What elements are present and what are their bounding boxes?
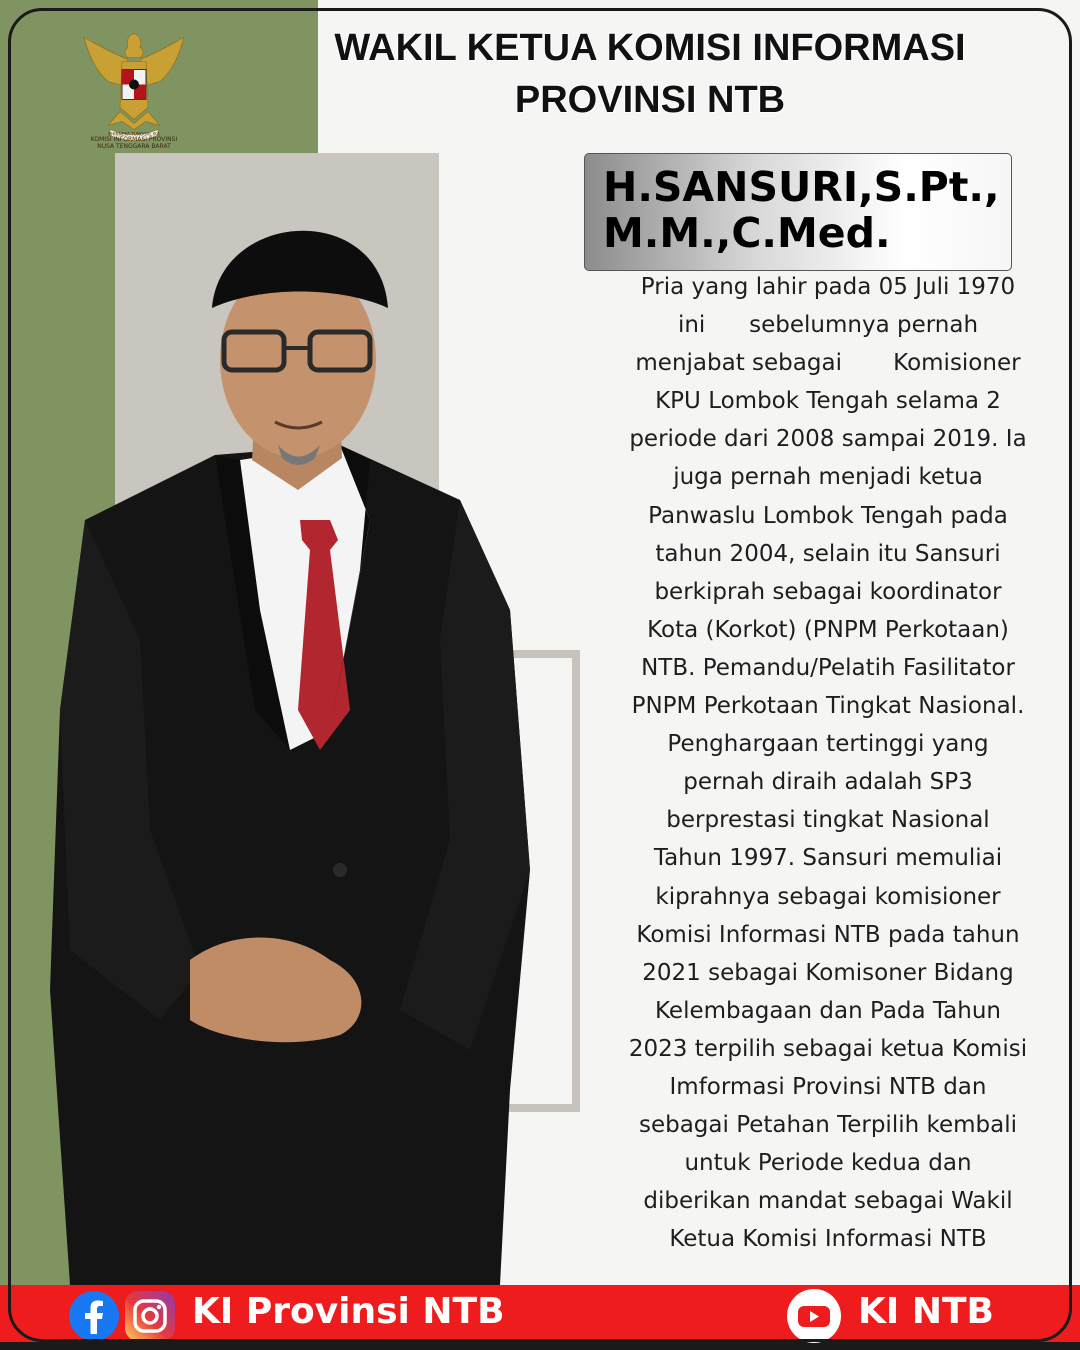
bio-line: kiprahnya sebagai komisioner	[655, 883, 1001, 910]
bio-line: Pria yang lahir pada 05 Juli 1970	[640, 274, 1016, 300]
bio-line: Komisi Informasi NTB pada tahun	[636, 921, 1020, 948]
bio-line: PNPM Perkotaan Tingkat Nasional.	[631, 693, 1025, 720]
bio-line: Penghargaan tertinggi yang	[667, 731, 989, 758]
bio-line: 2021 sebagai Komisoner Bidang	[642, 959, 1014, 986]
bio-line: pernah diraih adalah SP3	[683, 769, 973, 796]
title-line2: PROVINSI NTB	[514, 79, 786, 121]
bio-line: berkiprah sebagai koordinator	[654, 578, 1002, 605]
svg-text:BHINNEKA TUNGGAL IKA: BHINNEKA TUNGGAL IKA	[108, 131, 160, 137]
bio-line: berprestasi tingkat Nasional	[666, 807, 990, 834]
bio-line: Imformasi Provinsi NTB dan	[669, 1073, 987, 1100]
page-title	[300, 22, 1000, 126]
name-line2: M.M.,C.Med.	[603, 209, 891, 257]
bio-line: Panwaslu Lombok Tengah pada	[648, 502, 1008, 529]
title-line1: WAKIL KETUA KOMISI INFORMASI	[334, 27, 966, 69]
instagram-icon[interactable]	[124, 1290, 176, 1342]
name-plate	[584, 153, 1012, 271]
bio-line: 2023 terpilih sebagai ketua Komisi	[628, 1035, 1028, 1062]
bio-line: Kelembagaan dan Pada Tahun	[655, 997, 1001, 1024]
bio-line: NTB. Pemandu/Pelatih Fasilitator	[641, 654, 1015, 681]
youtube-icon[interactable]	[786, 1288, 842, 1344]
logo-caption-line2: NUSA TENGGARA BARAT	[97, 143, 171, 150]
logo-caption	[78, 136, 190, 150]
official-portrait	[40, 190, 540, 1285]
bio-line: diberikan mandat sebagai Wakil	[643, 1188, 1013, 1215]
facebook-icon[interactable]	[68, 1290, 120, 1342]
bio-line: sebagai Petahan Terpilih kembali	[638, 1112, 1018, 1139]
logo-caption-line1: KOMISI INFORMASI PROVINSI	[90, 136, 178, 143]
bio-line: menjabat sebagai Komisioner	[635, 350, 1021, 377]
youtube-handle[interactable]: KI NTB	[858, 1291, 994, 1332]
social-handle[interactable]: KI Provinsi NTB	[192, 1291, 505, 1332]
bio-line: Kota (Korkot) (PNPM Perkotaan)	[647, 616, 1009, 643]
biography-text	[598, 268, 1058, 1258]
bio-line: Ketua Komisi Informasi NTB	[669, 1226, 987, 1253]
bio-line: juga pernah menjadi ketua	[673, 464, 983, 491]
bio-line: periode dari 2008 sampai 2019. Ia	[629, 426, 1027, 453]
name-line1: H.SANSURI,S.Pt.,	[603, 163, 1000, 211]
bio-line: tahun 2004, selain itu Sansuri	[655, 540, 1001, 567]
footer-bottom-strip	[0, 1342, 1080, 1350]
bio-line: Tahun 1997. Sansuri memuliai	[653, 845, 1003, 872]
bio-line: untuk Periode kedua dan	[684, 1150, 972, 1177]
bio-line: ini sebelumnya pernah	[677, 312, 979, 339]
bio-line: KPU Lombok Tengah selama 2	[655, 388, 1001, 415]
